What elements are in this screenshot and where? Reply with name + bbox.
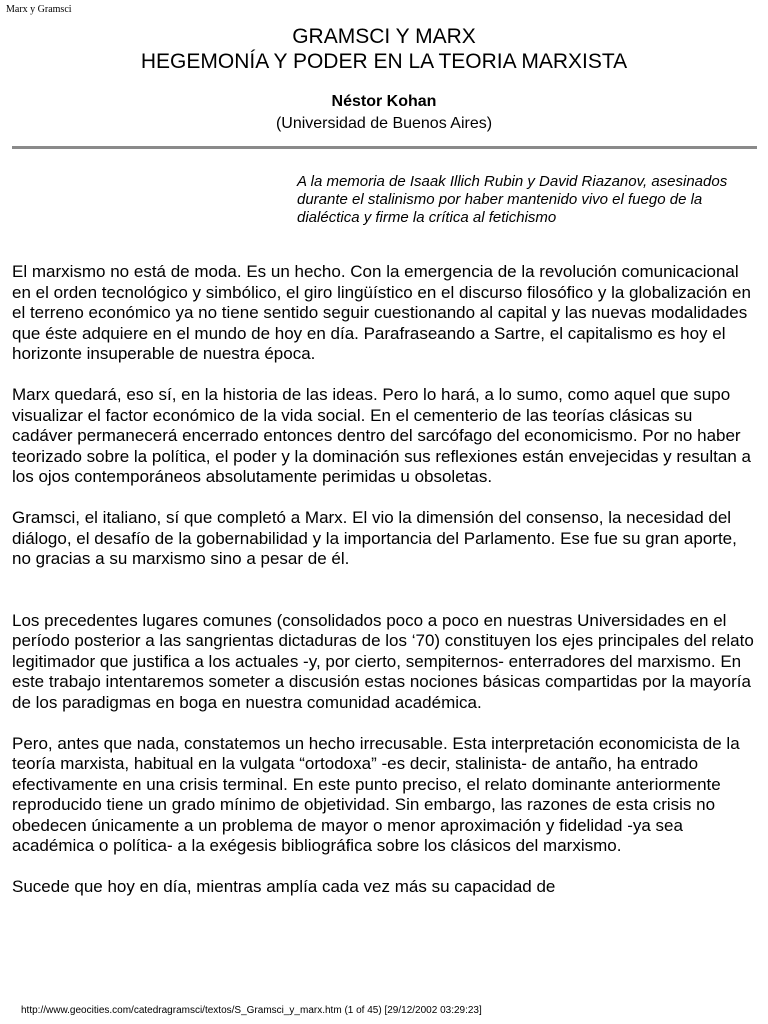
- main-title: GRAMSCI Y MARX: [292, 25, 476, 48]
- paragraph-5: Pero, antes que nada, constatemos un hecho irrecusable. Esta interpretación economicista de la teoría marxista, habitual en la vulgata “ortodoxa” -es decir, stalinista- de antaño, ha entrado efectivamente en una crisis terminal. En este punto preciso, el relato dominante anteriormente reproducido tiene un grado mínimo de objetividad. Sin embargo, las razones de esta crisis no obedecen únicamente a un problema de mayor o menor aproximación y fidelidad -ya sea académica o política- a la exégesis bibliográfica sobre los clásicos del marxismo.: [12, 733, 740, 855]
- dedication: A la memoria de Isaak Illich Rubin y David Riazanov, asesinados durante el stalinismo por haber mantenido vivo el fuego de la dialéctica y firme la crítica al fetichismo: [297, 173, 728, 226]
- author-affiliation: (Universidad de Buenos Aires): [275, 115, 493, 132]
- page-footer-url: http://www.geocities.com/catedragramsci/textos/S_Gramsci_y_marx.htm (1 of 45) [29/12/2002 03:29:23]: [21, 1005, 482, 1016]
- author-name: Néstor Kohan: [331, 93, 437, 110]
- paragraph-3: Gramsci, el italiano, sí que completó a Marx. El vio la dimensión del consenso, la necesidad del diálogo, el desafío de la gobernabilidad y la importancia del Parlamento. Ese fue su gran aporte, no gracias a su marxismo sino a pesar de él.: [12, 508, 737, 568]
- paragraph-1: El marxismo no está de moda. Es un hecho. Con la emergencia de la revolución comunicacional en el orden tecnológico y simbólico, el giro lingüístico en el discurso filosófico y la globalización en el terreno económico ya no tiene sentido seguir cuestionando al capital y las nuevas modalidades que éste adquiere en el mundo de hoy en día. Parafraseando a Sartre, el capitalismo es hoy el horizonte insuperable de nuestra época.: [12, 262, 751, 363]
- paragraph-4: Los precedentes lugares comunes (consolidados poco a poco en nuestras Universidades en el período posterior a las sangrientas dictaduras de los ‘70) constituyen los ejes principales del relato legitimador que justifica a los actuales -y, por cierto, sempiternos- enterradores del marxismo. En este trabajo intentaremos someter a discusión estas nociones básicas compartidas por la mayoría de los paradigmas en boga en nuestra comunidad académica.: [12, 610, 754, 712]
- horizontal-rule: [12, 146, 757, 149]
- paragraph-2: Marx quedará, eso sí, en la historia de las ideas. Pero lo hará, a lo sumo, como aquel que supo visualizar el factor económico de la vida social. En el cementerio de las teorías clásicas su cadáver permanecerá encerrado entonces dentro del sarcófago del economicismo. Por no haber teorizado sobre la política, el poder y la dominación sus reflexiones están envejecidas y resultan a los ojos contemporáneos absolutamente perimidas u obsoletas.: [12, 385, 751, 486]
- subtitle: HEGEMONÍA Y PODER EN LA TEORIA MARXISTA: [140, 50, 628, 73]
- paragraph-6: Sucede que hoy en día, mientras amplía cada vez más su capacidad de: [12, 877, 556, 896]
- title-block: [0, 24, 768, 134]
- running-header: Marx y Gramsci: [6, 4, 72, 15]
- article-body: [12, 262, 757, 918]
